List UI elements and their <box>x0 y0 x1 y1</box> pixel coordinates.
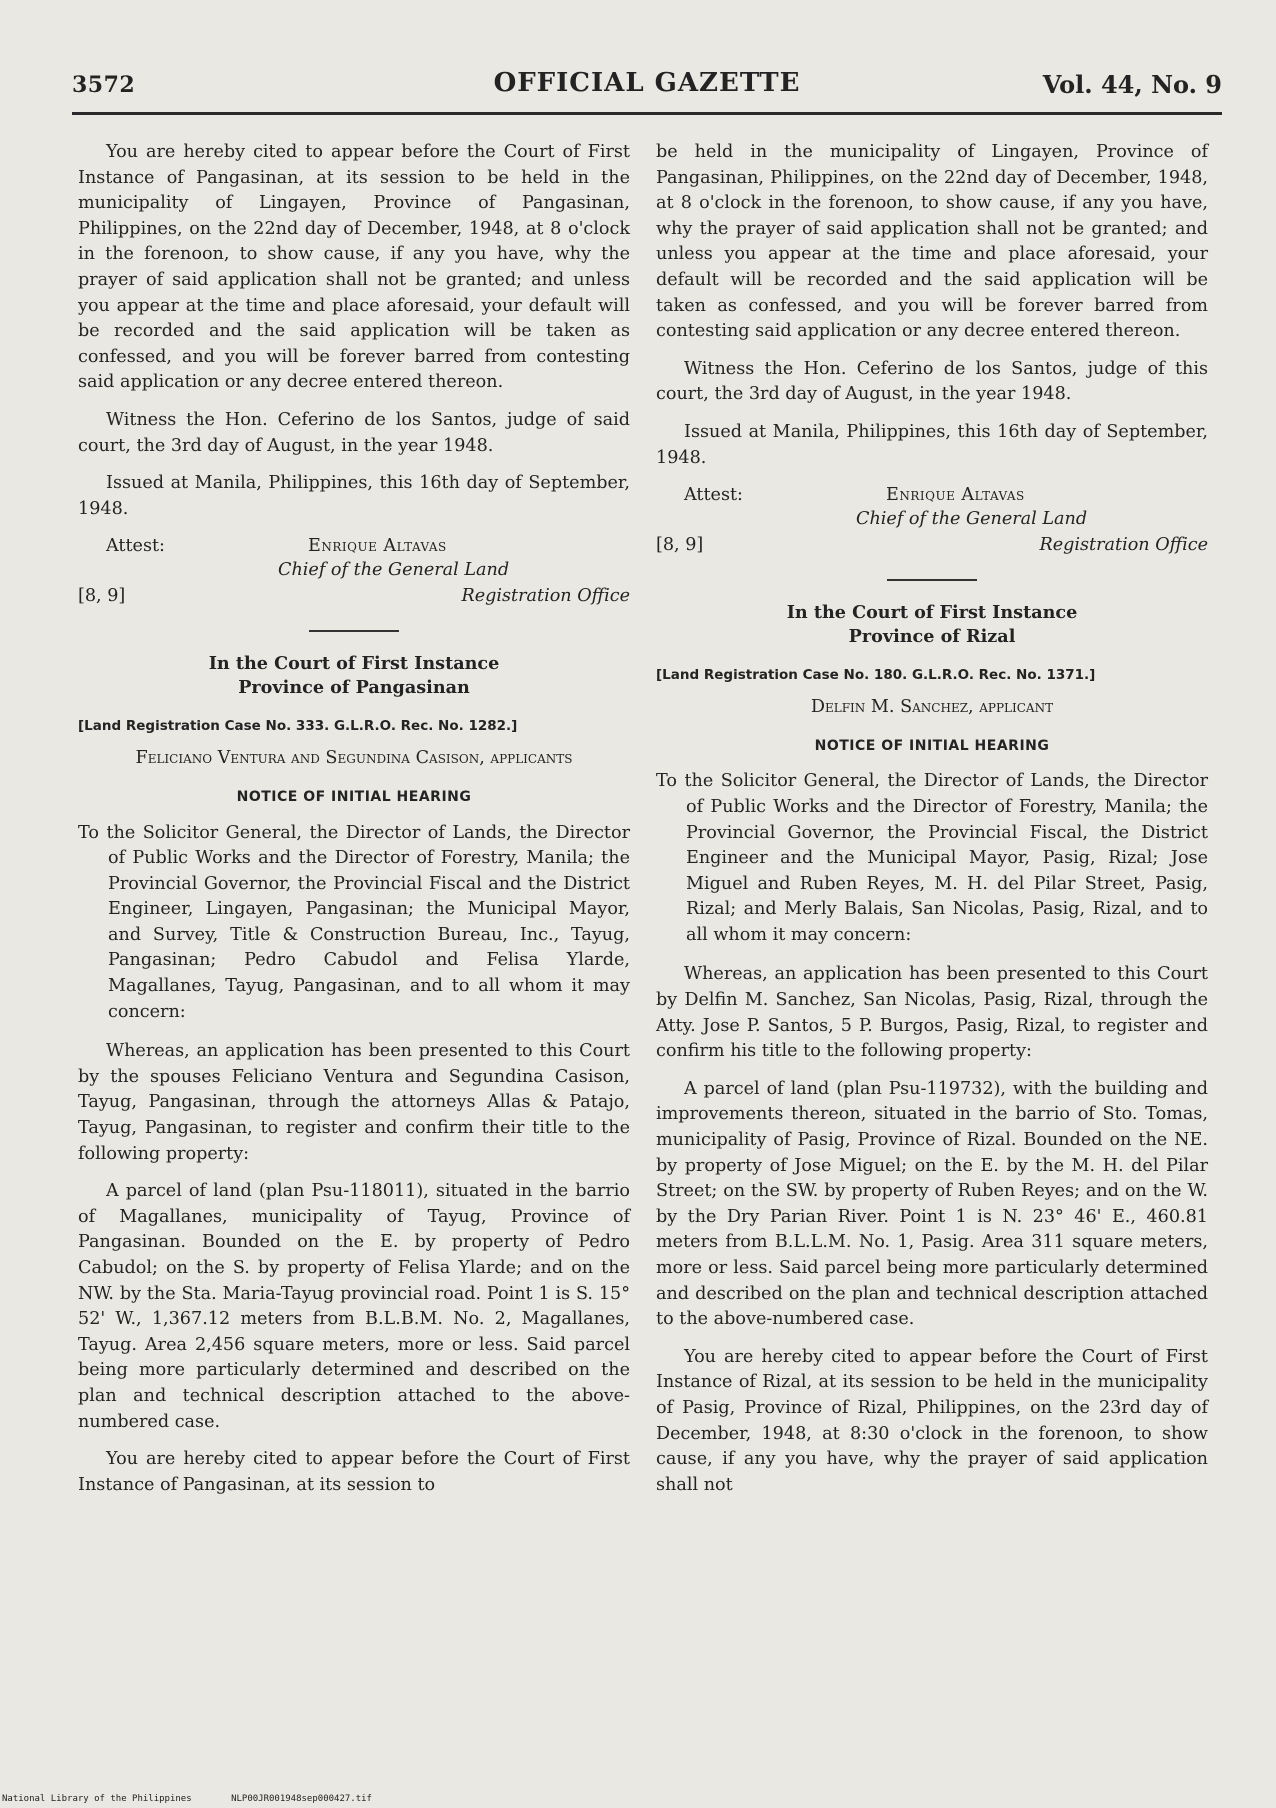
volume-number: Vol. 44, No. 9 <box>1042 70 1222 99</box>
applicants: Feliciano Ventura and Segundina Casison, applicants <box>135 747 573 768</box>
notice-title: NOTICE OF INITIAL HEARING <box>814 737 1050 754</box>
left-paragraph-3: Issued at Manila, Philippines, this 16th day of September, 1948. <box>78 473 630 519</box>
addressees: To the Solicitor General, the Director of Lands, the Director of Public Works and the Director of Forestry, Manila; the Provincial Governor, the Provincial Fiscal and the District Engineer, Lingayen, Pangasinan; the Municipal Mayor, and Survey, Title & Construction Bureau, Inc., Tayug, Pangasinan; Pedro Cabudol and Felisa Ylarde, Magallanes, Tayug, Pangasinan, and to all whom it may concern: <box>78 822 630 1022</box>
issue-ref: [8, 9] <box>78 586 126 607</box>
attest-title-line1: Chief of the General Land <box>278 560 510 581</box>
right-paragraph-2: Witness the Hon. Ceferino de los Santos, judge of this court, the 3rd day of August, in the year 1948. <box>656 358 1208 405</box>
left-paragraph-2: Witness the Hon. Ceferino de los Santos, judge of said court, the 3rd day of August, in the year 1948. <box>78 409 630 456</box>
attest-name: Enrique Altavas <box>308 536 447 557</box>
attest-title-line1: Chief of the General Land <box>856 509 1088 530</box>
attest-title-line2: Registration Office <box>461 586 630 607</box>
page-number: 3572 <box>72 72 136 98</box>
section-divider <box>309 630 399 632</box>
court-heading <box>656 601 1208 649</box>
right-column <box>656 140 1208 1510</box>
issue-ref: [8, 9] <box>656 535 704 556</box>
left-column <box>78 140 630 1510</box>
court-heading <box>78 652 630 700</box>
publication-title: OFFICIAL GAZETTE <box>493 68 801 98</box>
scan-footer <box>2 1794 406 1804</box>
right-paragraph-5: A parcel of land (plan Psu-119732), with the building and improvements thereon, situated in the barrio of Sto. Tomas, municipality of Pasig, Province of Rizal. Bounded on the NE. by property of Jose Miguel; on the E. by the M. H. del Pilar Street; on the SW. by property of Ruben Reyes; and on the W. by the Dry Parian River. Point 1 is N. 23° 46' E., 460.81 meters from B.L.L.M. No. 1, Pasig. Area 311 square meters, more or less. Said parcel being more particularly determined and described on the plan and technical description attached to the above-numbered case. <box>656 1078 1208 1330</box>
case-number: [Land Registration Case No. 333. G.L.R.O. Rec. No. 1282.] <box>78 718 518 735</box>
right-paragraph-1: be held in the municipality of Lingayen, Province of Pangasinan, Philippines, on the 22nd day of December, 1948, at 8 o'clock in the forenoon, to show cause, if any you have, why the prayer of said application shall not be granted; and unless you appear at the time and place aforesaid, your default will be recorded and the said application will be taken as confessed, and you will be forever barred from contesting said application or any decree entered thereon. <box>656 142 1208 342</box>
left-paragraph-6: You are hereby cited to appear before the Court of First Instance of Pangasinan, at its session to <box>78 1449 630 1495</box>
file-name: NLP00JR001948sep000427.tif <box>231 1794 372 1804</box>
library-name: National Library of the Philippines <box>2 1794 192 1804</box>
left-paragraph-4: Whereas, an application has been presented to this Court by the spouses Feliciano Ventura and Segundina Casison, Tayug, Pangasinan, through the attorneys Allas & Patajo, Tayug, Pangasinan, to register and confirm their title to the following property: <box>78 1041 630 1164</box>
notice-title: NOTICE OF INITIAL HEARING <box>236 788 472 805</box>
right-paragraph-4: Whereas, an application has been presented to this Court by Delfin M. Sanchez, San Nicolas, Pasig, Rizal, through the Atty. Jose P. Santos, 5 P. Burgos, Pasig, Rizal, to register and confirm his title to the following property: <box>656 964 1208 1062</box>
attest-label: Attest: <box>684 485 743 506</box>
page-header <box>72 68 1222 104</box>
header-rule <box>72 112 1222 115</box>
right-paragraph-3: Issued at Manila, Philippines, this 16th day of September, 1948. <box>656 421 1208 468</box>
court-line-1: In the Court of First Instance <box>208 653 500 675</box>
case-number: [Land Registration Case No. 180. G.L.R.O. Rec. No. 1371.] <box>656 667 1096 684</box>
left-paragraph-5: A parcel of land (plan Psu-118011), situated in the barrio of Magallanes, municipality of Tayug, Province of Pangasinan. Bounded on the E. by property of Pedro Cabudol; on the S. by property of Felisa Ylarde; and on the NW. by the Sta. Maria-Tayug provincial road. Point 1 is S. 15° 52' W., 1,367.12 meters from B.L.B.M. No. 2, Magallanes, Tayug. Area 2,456 square meters, more or less. Said parcel being more particularly determined and described on the plan and technical description attached to the above-numbered case. <box>78 1181 630 1432</box>
attest-label: Attest: <box>106 536 165 557</box>
court-line-2: Province of Rizal <box>848 626 1016 648</box>
left-paragraph-1: You are hereby cited to appear before the Court of First Instance of Pangasinan, at its session to be held in the municipality of Lingayen, Province of Pangasinan, Philippines, on the 22nd day of December, 1948, at 8 o'clock in the forenoon, to show cause, if any you have, why the prayer of said application shall not be granted; and unless you appear at the time and place aforesaid, your default will be recorded and the said application will be taken as confessed, and you will be forever barred from contesting said application or any decree entered thereon. <box>78 142 630 393</box>
court-line-1: In the Court of First Instance <box>786 602 1078 624</box>
attest-title-line2: Registration Office <box>1039 535 1208 556</box>
left-attestation <box>78 534 630 612</box>
addressees: To the Solicitor General, the Director of Lands, the Director of Public Works and the Director of Forestry, Manila; the Provincial Governor, the Provincial Fiscal, the District Engineer and the Municipal Mayor, Pasig, Rizal; Jose Miguel and Ruben Reyes, M. H. del Pilar Street, Pasig, Rizal; and Merly Balais, San Nicolas, Pasig, Rizal, and to all whom it may concern: <box>656 771 1208 945</box>
court-line-2: Province of Pangasinan <box>238 677 470 699</box>
right-paragraph-6: You are hereby cited to appear before the Court of First Instance of Rizal, at its session to be held in the municipality of Pasig, Province of Rizal, Philippines, on the 23rd day of December, 1948, at 8:30 o'clock in the forenoon, to show cause, if any you have, why the prayer of said application shall not <box>656 1346 1208 1495</box>
applicants: Delfin M. Sanchez, applicant <box>810 696 1054 717</box>
section-divider <box>887 579 977 581</box>
attest-name: Enrique Altavas <box>886 485 1025 506</box>
right-attestation <box>656 483 1208 561</box>
